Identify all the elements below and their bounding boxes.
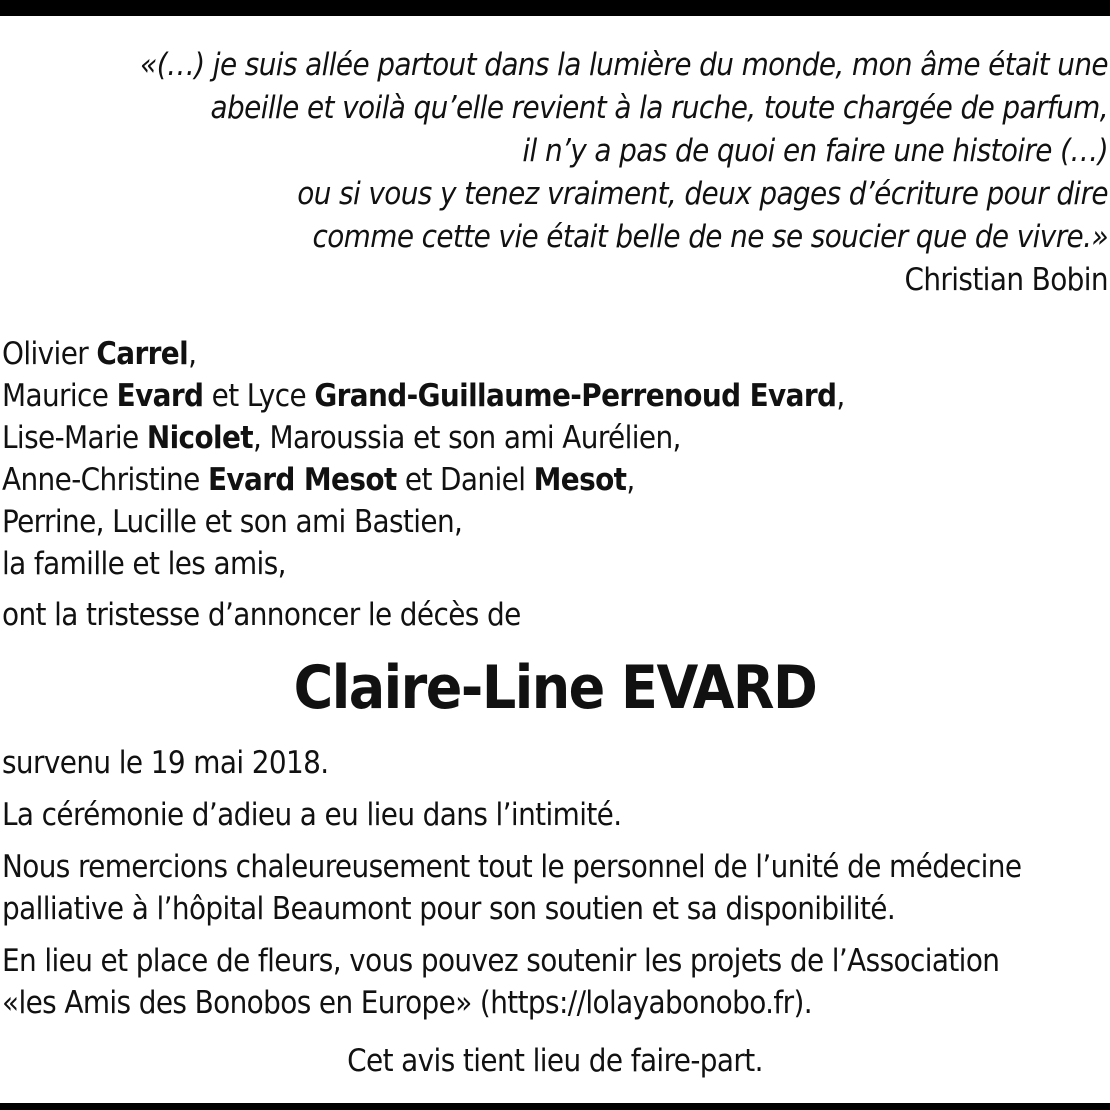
punctuation: , (836, 378, 845, 414)
last-name: Mesot (533, 462, 627, 498)
date-text: survenu le 19 mai 2018. (2, 745, 329, 781)
family-line: la famille et les amis, (2, 546, 286, 582)
epigraph-quote (8, 44, 1108, 302)
top-rule (0, 0, 1110, 16)
connector-text: et Lyce (203, 378, 315, 414)
first-name: Anne-Christine (2, 462, 208, 498)
flowers-line: «les Amis des Bonobos en Europe» (https://lolayabonobo.fr). (2, 985, 813, 1021)
flowers-paragraph (2, 940, 1108, 1024)
quote-line: comme cette vie était belle de ne se soucier que de vivre.» (312, 219, 1108, 255)
family-line (2, 333, 1102, 375)
quote-line: ou si vous y tenez vraiment, deux pages d’écriture pour dire (297, 176, 1108, 212)
bottom-rule (0, 1103, 1110, 1110)
ceremony-text: La cérémonie d’adieu a eu lieu dans l’intimité. (2, 797, 622, 833)
family-line: Perrine, Lucille et son ami Bastien, (2, 504, 463, 540)
deceased-name: Claire-Line EVARD (293, 653, 817, 723)
family-line (2, 459, 1102, 501)
last-name: Evard Mesot (207, 462, 397, 498)
announcement-text: ont la tristesse d’annoncer le décès de (2, 597, 521, 633)
thanks-line: Nous remercions chaleureusement tout le personnel de l’unité de médecine (2, 849, 1022, 885)
footer-text: Cet avis tient lieu de faire-part. (347, 1043, 763, 1079)
family-line (2, 375, 1102, 417)
first-name: Lise-Marie (2, 420, 147, 456)
connector-text: et Daniel (396, 462, 534, 498)
quote-line: il n’y a pas de quoi en faire une histoire (…) (522, 133, 1108, 169)
punctuation: , (626, 462, 635, 498)
thanks-line: palliative à l’hôpital Beaumont pour son soutien et sa disponibilité. (2, 891, 896, 927)
family-line (2, 417, 1102, 459)
first-name: Maurice (2, 378, 117, 414)
last-name: Nicolet (146, 420, 254, 456)
last-name: Carrel (96, 336, 189, 372)
family-text: , Maroussia et son ami Aurélien, (253, 420, 681, 456)
last-name: Evard (116, 378, 204, 414)
quote-line: «(…) je suis allée partout dans la lumière du monde, mon âme était une (140, 47, 1108, 83)
notice-body (2, 742, 1108, 1034)
quote-author: Christian Bobin (904, 262, 1108, 298)
flowers-line: En lieu et place de fleurs, vous pouvez soutenir les projets de l’Association (2, 943, 1000, 979)
family-list (2, 333, 1102, 585)
first-name: Olivier (2, 336, 97, 372)
punctuation: , (188, 336, 197, 372)
quote-line: abeille et voilà qu’elle revient à la ruche, toute chargée de parfum, (210, 90, 1108, 126)
last-name: Grand-Guillaume-Perrenoud Evard (314, 378, 837, 414)
thanks-paragraph (2, 846, 1108, 930)
